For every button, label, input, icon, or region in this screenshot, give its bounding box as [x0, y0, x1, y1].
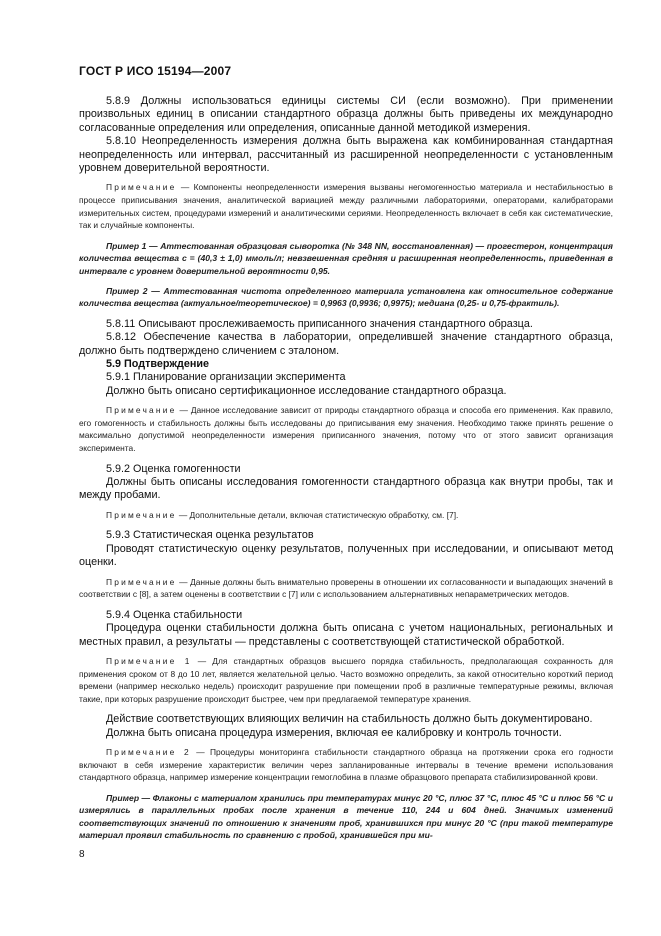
paragraph-effect: Действие соответствующих влияющих величин на стабильность должно быть документировано. — [106, 713, 593, 726]
note-text: — Компоненты неопределенности измерения вызваны негомогенностью материала и нестабильностью в процессе приписывания значения, аналитической вариацией между различными лабораториями, операторами, калибраторами измерительных систем, процедурами измерений и аналитическими сериями. Неопределенность включает в себя как систематические, так и случайные компоненты. — [79, 182, 614, 231]
paragraph-5-9-1: Должно быть описано сертификационное исследование стандартного образца. — [106, 384, 507, 397]
page-number: 8 — [79, 849, 85, 860]
paragraph-5-9-3: Проводят статистическую оценку результатов, полученных при исследовании, и описывают метод оценки. — [79, 542, 613, 569]
note-stability-2 — [79, 746, 613, 784]
subsection-5-9-4-heading: 5.9.4 Оценка стабильности — [106, 608, 243, 621]
paragraph-5-9-2: Должны быть описаны исследования гомогенности стандартного образца как внутри пробы, так и между пробами. — [79, 476, 613, 502]
note-uncertainty-components — [79, 181, 613, 231]
document-body — [79, 95, 613, 850]
example-1: Пример 1 — Аттестованная образцовая сыворотка (№ 348 NN, восстановленная) — прогестерон, концентрация количества вещества c = (40,3 ± 1,0) ммоль/л; невзвешенная средняя и расширенная неопределенность, приведенная в интервале с уровнем доверительной вероятности 0,95. — [79, 240, 613, 276]
example-storage: Пример — Флаконы с материалом хранились при температурах минус 20 °C, плюс 37 °C, плюс 45 °C и плюс 56 °C и измерялись в параллельных пробах после хранения в течение 110, 244 и 604 дней. Значимых изменений соответствующих значений по отношению к значениям проб, хранившихся при минус 20 °C (при такой температуре материал проявил стабильность по сравнению с пробой, хранившейся при ми- — [79, 793, 613, 841]
note-stability-1 — [79, 655, 613, 705]
note-text: — Для стандартных образцов высшего порядка стабильность, предполагающая сохранность для применения сроком от 8 до 10 лет, является желательной целью. Часто возможно определить, за какой относительно короткий период времени (например несколько недель) происходит разрушение при помещении проб в различные температурные режимы, включая такие, при которых разрушение происходит быстрее, чем при предлагаемой температуре хранения. — [79, 656, 614, 704]
note-label: Примечание 1 — [106, 656, 192, 667]
paragraph-5-8-12: 5.8.12 Обеспечение качества в лаборатории, определившей значение стандартного образца, должно быть подтверждено сличением с эталоном. — [79, 331, 613, 357]
example-2: Пример 2 — Аттестованная чистота определенного материала установлена как относительное содержание количества вещества (актуальное/теоретическое) = 0,9963 (0,9936; 0,9975); медиана (0,25- и 0,75-фрактиль). — [79, 286, 613, 309]
paragraph-5-9-4: Процедура оценки стабильности должна быть описана с учетом национальных, региональных и местных правил, а результаты — представлены с соответствующей статистической обработкой. — [79, 622, 613, 648]
note-label: Примечание 2 — [106, 747, 191, 758]
note-text: — Данное исследование зависит от природы стандартного образца и способа его применения. Как правило, его гомогенность и стабильность должны быть исследованы до приписывания ему значения. Необходимо также принять решение о максимально допустимой неопределенности измерения приписанного значения, потому что от этого зависит организация эксперимента. — [79, 405, 614, 454]
note-statistics — [79, 576, 613, 601]
paragraph-5-8-11: 5.8.11 Описывают прослеживаемость приписанного значения стандартного образца. — [106, 317, 533, 330]
note-homogeneity — [79, 509, 613, 522]
note-text: — Процедуры мониторинга стабильности стандартного образца на протяжении срока его годности включают в себя измерение характеристик величин через запланированные интервалы в течение времени использования стандартного образца, например измерение концентрации гемоглобина в плазме образцового препарата стабилизированной крови. — [79, 747, 614, 783]
paragraph-5-8-9: 5.8.9 Должны использоваться единицы системы СИ (если возможно). При применении произвольных единиц в описании стандартного образца должны быть приведены их международно согласованные определения или определения, описанные данной методикой измерения. — [79, 95, 613, 134]
paragraph-5-8-10: 5.8.10 Неопределенность измерения должна быть выражена как комбинированная стандартная неопределенность или интервал, рассчитанный из расширенной неопределенности с установленным уровнем доверительной вероятности. — [79, 135, 613, 175]
note-text: — Дополнительные детали, включая статистическую обработку, см. [7]. — [178, 509, 459, 520]
note-text: — Данные должны быть внимательно проверены в отношении их согласованности и выпадающих значений в соответствии с [8], а затем оценены в соответствии с [7] или с использованием альтернативных непараметрических методов. — [79, 576, 613, 600]
note-experiment-design — [79, 404, 613, 454]
subsection-5-9-1-heading: 5.9.1 Планирование организации эксперимента — [106, 371, 346, 384]
note-label: Примечание — [106, 576, 177, 587]
note-label: Примечание — [106, 509, 177, 520]
note-label: Примечание — [106, 182, 177, 193]
page-header: ГОСТ Р ИСО 15194—2007 — [79, 64, 232, 78]
subsection-5-9-3-heading: 5.9.3 Статистическая оценка результатов — [106, 529, 314, 542]
paragraph-procedure: Должна быть описана процедура измерения, включая ее калибровку и контроль точности. — [106, 726, 562, 739]
note-label: Примечание — [106, 405, 177, 416]
subsection-5-9-2-heading: 5.9.2 Оценка гомогенности — [106, 462, 241, 475]
section-5-9-heading: 5.9 Подтверждение — [106, 358, 209, 371]
